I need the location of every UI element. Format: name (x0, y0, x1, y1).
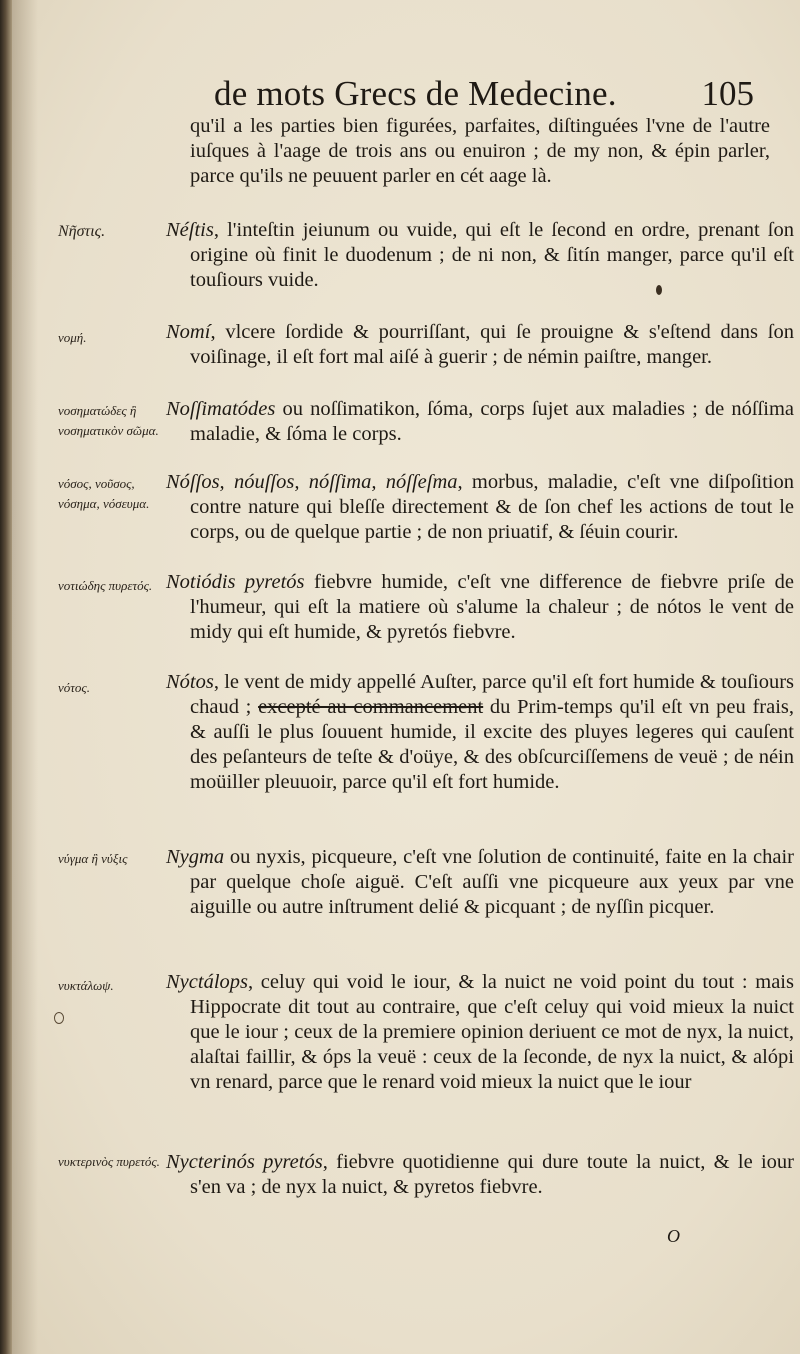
entry-definition: , celuy qui void le iour, & la nuict ne void point du tout : mais Hippocrate dit tout au contraire, que c'eſt celuy qui void mieux la nuict que le iour ; ceux de la premiere opinion deriuent ce mot de nyx, la nuict, alaſtai faillir, & óps la veuë : ceux de la ſeconde, de nyx la nuict, & alópi vn renard, parce que le renard void mieux la nuict que le iour (190, 971, 794, 1093)
entry-definition: , morbus, maladie, c'eſt vne diſpoſition contre nature qui bleſſe directement & de ſon chef les actions de tout le corps, ou de quelque partie ; de non priuatif, & ſéuin courir. (190, 471, 794, 543)
running-title: de mots Grecs de Medecine. (214, 74, 617, 113)
entry-text (166, 397, 794, 447)
previous-entry-continuation: qu'il a les parties bien figurées, parfaites, diſtinguées l'vne de l'autre iuſques à l'aage de trois ans ou enuiron ; de my non, & épin parler, parce qu'ils ne peuuent parler en cét aage là. (190, 115, 770, 187)
entry-definition: fiebvre humide, c'eſt vne difference de fiebvre priſe de l'humeur, qui eſt la matiere où s'alume la chaleur ; de nótos le vent de midy qui eſt humide, & pyretós fiebvre. (190, 571, 794, 643)
entry-text (166, 470, 794, 545)
entry-headword: Nóſſos, nóuſſos, nóſſima, nóſſeſma (166, 471, 458, 493)
greek-marginal-term: Νῆστις. (58, 223, 106, 240)
greek-marginal-term: νύγμα ἢ νύξις (58, 851, 128, 866)
greek-marginal-term: νομή. (58, 330, 87, 345)
greek-marginal-term: νοσηματώδες ἢ νοσηματικὸν σῶμα. (58, 403, 159, 438)
entry-text (166, 845, 794, 920)
entry-definition: , l'inteſtin jeiunum ou vuide, qui eſt le ſecond en ordre, prenant ſon origine où finit le duodenum ; de ni non, & ſitín manger, parce qu'il eſt touſiours vuide. (190, 219, 794, 291)
page-number: 105 (701, 74, 754, 113)
entry-text (166, 670, 794, 795)
entry-text (166, 970, 794, 1095)
entry-definition-part: du Prim-temps qu'il eſt vn peu frais, & auſſi le plus ſouuent humide, il excite des pluyes legeres qui cauſent des peſanteurs de teſte & d'oüye, & des obſcurciſſemens de veuë ; de néin moüiller pleuuoir, parce qu'il eſt fort humide. (190, 696, 794, 793)
ink-blot (656, 285, 662, 295)
greek-marginal-term: νοτιώδης πυρετός. (58, 578, 153, 593)
entry-headword: Nyctálops (166, 971, 248, 993)
entry-definition: ou noſſimatikon, ſóma, corps ſujet aux maladies ; de nóſſima maladie, & ſóma le corps. (190, 398, 794, 445)
entry-headword: Nomí (166, 321, 211, 343)
entry-definition: , vlcere ſordide & pourriſſant, qui ſe prouigne & s'eſtend dans ſon voiſinage, il eſt fort mal aiſé à guerir ; de némin paiſtre, manger. (190, 321, 794, 368)
entry-headword: Néſtis (166, 219, 214, 241)
greek-marginal-term: νυκτερινὸς πυρετός. (58, 1154, 160, 1169)
entry-text (166, 1150, 794, 1200)
greek-marginal-term: νυκτάλωψ. (58, 978, 114, 993)
greek-marginal-term: νόσος, νοῦσος, νόσημα, νόσευμα. (58, 476, 150, 511)
greek-marginal-term: νότος. (58, 680, 90, 695)
book-spine (0, 0, 12, 1354)
entry-text (166, 320, 794, 370)
entry-headword: Nótos (166, 671, 214, 693)
entry-headword: Nycterinós pyretós (166, 1151, 323, 1173)
entry-headword: Notiódis pyretós (166, 571, 305, 593)
gutter-shadow (12, 0, 38, 1354)
signature-mark: O (667, 1226, 680, 1246)
entry-definition-part: , le vent de midy appellé Auſter, parce qu'il eſt fort humide & touſiours chaud ; (190, 671, 794, 718)
running-header (214, 74, 754, 118)
struck-through-text: excepté au commancement (258, 696, 484, 718)
entry-definition: , fiebvre quotidienne qui dure toute la nuict, & le iour s'en va ; de nyx la nuict, & pyretos fiebvre. (190, 1151, 794, 1198)
entry-headword: Noſſimatódes (166, 398, 276, 420)
entry-text (166, 218, 794, 293)
ink-blot (54, 1012, 64, 1024)
entry-definition: ou nyxis, picqueure, c'eſt vne ſolution de continuité, faite en la chair par quelque choſe aiguë. C'eſt auſſi vne picqueure aux yeux par vne aiguille ou autre inſtrument delié & picquant ; de nyſſin picquer. (190, 846, 794, 918)
entry-headword: Nygma (166, 846, 225, 868)
entry-text (166, 570, 794, 645)
